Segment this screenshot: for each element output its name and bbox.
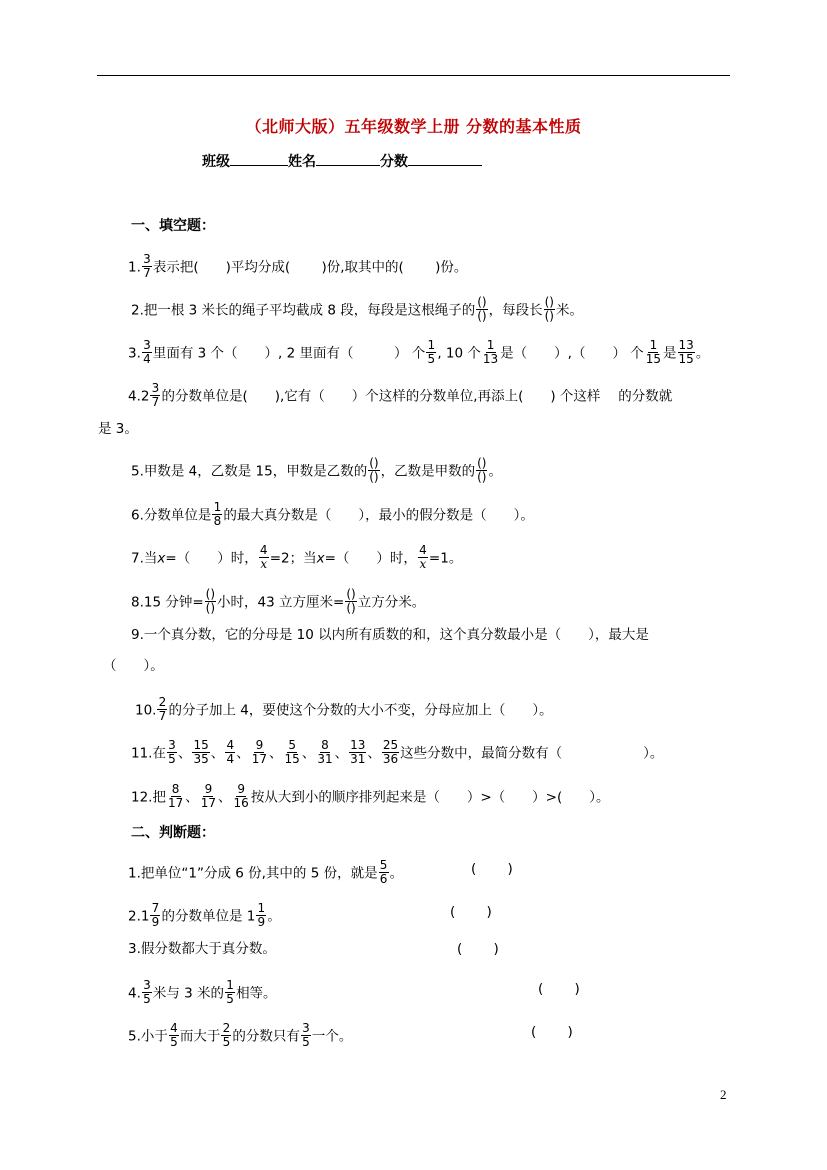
question-2 (131, 297, 583, 324)
fraction: $\frac{1}{15}$ (645, 338, 662, 366)
fraction: $\frac{3}{5}$ (302, 1021, 310, 1049)
question-9-continued: （ ）。 (103, 658, 164, 674)
judge-1: 1.把单位“1”分成 6 份,其中的 5 份，就是 $\frac{5}{6}$ 。 (128, 858, 404, 886)
class-label: 班级 (202, 154, 230, 170)
score-label: 分数 (380, 154, 408, 170)
judge-1-answer[interactable]: ( ) (471, 861, 513, 877)
student-info (202, 151, 482, 171)
class-blank[interactable] (230, 153, 288, 166)
fraction: $\frac{9}{16}$ (233, 782, 249, 810)
fraction: $\frac{2}{7}$ (158, 695, 167, 723)
fraction: $\frac{()}{()}$ (369, 456, 379, 484)
fraction: $\frac{13}{31}$ (350, 738, 366, 766)
fraction: $\frac{1}{13}$ (482, 338, 499, 366)
header-rule (97, 75, 730, 76)
fraction: $\frac{7}{9}$ (151, 901, 160, 929)
question-7: 7.当x=（ ）时， $\frac{4}{x}$ =2；当x=（ ）时， $\frac{4}{x}$ =1。 (131, 543, 463, 571)
fraction: $\frac{4}{x}$ (419, 543, 427, 571)
fraction: $\frac{5}{15}$ (284, 738, 300, 766)
q1-text: 表示把( )平均分成( )份,取其中的( )份。 (152, 259, 468, 276)
question-9: 9.一个真分数，它的分母是 10 以内所有质数的和，这个真分数最小是（ ），最大是 (131, 627, 649, 643)
question-4-continued: 是 3。 (98, 421, 138, 437)
fraction: $\frac{3}{7}$ (143, 252, 151, 280)
q2-text: ，每段长 (488, 302, 543, 319)
question-1 (128, 254, 467, 281)
judge-5-answer[interactable]: ( ) (531, 1024, 573, 1040)
fraction: $\frac{()}{()}$ (544, 295, 554, 323)
fraction: $\frac{()}{()}$ (477, 456, 487, 484)
fraction: $\frac{3}{5}$ (143, 978, 151, 1006)
judge-5: 5.小于 $\frac{4}{5}$ 而大于 $\frac{2}{5}$ 的分数只有 $\frac{3}{5}$ 一个。 (128, 1021, 353, 1049)
variable-x: x (316, 550, 325, 567)
question-8: 8.15 分钟= $\frac{()}{()}$ 小时，43 立方厘米= $\frac{()}{()}$ 立方分米。 (131, 587, 426, 615)
section-true-false: 二、判断题： (131, 825, 215, 841)
fraction: $\frac{()}{()}$ (346, 587, 356, 615)
fraction: $\frac{1}{5}$ (427, 338, 436, 366)
fraction: $\frac{1}{5}$ (226, 978, 234, 1006)
fraction: $\frac{5}{6}$ (379, 858, 388, 886)
fraction: $\frac{4}{x}$ (259, 543, 268, 571)
fraction: $\frac{3}{4}$ (143, 338, 151, 366)
fraction: $\frac{25}{36}$ (382, 738, 399, 766)
question-4: 4.2 $\frac{3}{7}$ 的分数单位是( ),它有（ ）个这样的分数单位,再添上( ) 个这样 的分数就 (128, 381, 673, 409)
question-10: 10. $\frac{2}{7}$ 的分子加上 4，要使这个分数的大小不变，分母应加上（ ）。 (135, 695, 553, 723)
page-title: （北师大版）五年级数学上册 分数的基本性质 (245, 117, 582, 136)
fraction: $\frac{15}{35}$ (193, 738, 209, 766)
question-11: 11.在 $\frac{3}{5}$ 、 $\frac{15}{35}$ 、 $\frac{4}{4}$ 、 $\frac{9}{17}$ 、 $\frac{5}{15}$ 、 $\frac{8}{31}$ 、 $\frac{13}{31}$ 、 $\frac{25}{36}$ 这些分数中，最简分数有（ ）。 (131, 738, 664, 766)
q1-number: 1. (128, 259, 141, 276)
fraction: $\frac{9}{17}$ (200, 782, 217, 810)
fraction: $\frac{2}{5}$ (222, 1021, 231, 1049)
name-label: 姓名 (288, 154, 316, 170)
variable-x: x (157, 550, 166, 567)
fraction: $\frac{9}{17}$ (251, 738, 268, 766)
question-6: 6.分数单位是 $\frac{1}{8}$ 的最大真分数是（ ），最小的假分数是（ ）。 (131, 500, 534, 528)
q2-text: 米。 (555, 302, 583, 319)
question-12: 12.把 $\frac{8}{17}$ 、 $\frac{9}{17}$ 、 $\frac{9}{16}$ 按从大到小的顺序排列起来是（ ）>（ ）>( ）。 (131, 782, 610, 810)
judge-3: 3.假分数都大于真分数。 (128, 941, 276, 957)
judge-2-answer[interactable]: ( ) (450, 904, 492, 920)
fraction: $\frac{1}{8}$ (213, 500, 222, 528)
q2-text: 2.把一根 3 米长的绳子平均截成 8 段，每段是这根绳子的 (131, 302, 476, 319)
fraction: $\frac{4}{4}$ (226, 738, 235, 766)
section-fill-blank: 一、填空题： (131, 218, 215, 234)
fraction: $\frac{4}{5}$ (170, 1021, 178, 1049)
fraction: $\frac{13}{15}$ (678, 338, 694, 366)
score-blank[interactable] (408, 153, 482, 166)
fraction: $\frac{3}{5}$ (168, 738, 176, 766)
fraction: $\frac{()}{()}$ (205, 587, 216, 615)
judge-3-answer[interactable]: ( ) (457, 941, 499, 957)
fraction: $\frac{8}{17}$ (167, 782, 184, 810)
fraction: $\frac{8}{31}$ (317, 738, 333, 766)
fraction: $\frac{1}{9}$ (257, 901, 266, 929)
fraction: $\frac{()}{()}$ (477, 295, 487, 323)
question-5: 5.甲数是 4，乙数是 15，甲数是乙数的 $\frac{()}{()}$ ，乙数是甲数的 $\frac{()}{()}$ 。 (131, 456, 502, 484)
question-3: 3. $\frac{3}{4}$ 里面有 3 个（ ）, 2 里面有（ ） 个 $\frac{1}{5}$ , 10 个 $\frac{1}{13}$ 是（ ）,（ ） 个 $\frac{1}{15}$ 是 $\frac{13}{15}$ 。 (128, 338, 710, 366)
name-blank[interactable] (316, 153, 380, 166)
judge-4: 4. $\frac{3}{5}$ 米与 3 米的 $\frac{1}{5}$ 相等。 (128, 978, 277, 1006)
fraction: $\frac{3}{7}$ (151, 381, 160, 409)
judge-4-answer[interactable]: ( ) (538, 981, 580, 997)
judge-2: 2.1 $\frac{7}{9}$ 的分数单位是 1 $\frac{1}{9}$ 。 (128, 901, 281, 929)
page-number: 2 (720, 1087, 727, 1102)
